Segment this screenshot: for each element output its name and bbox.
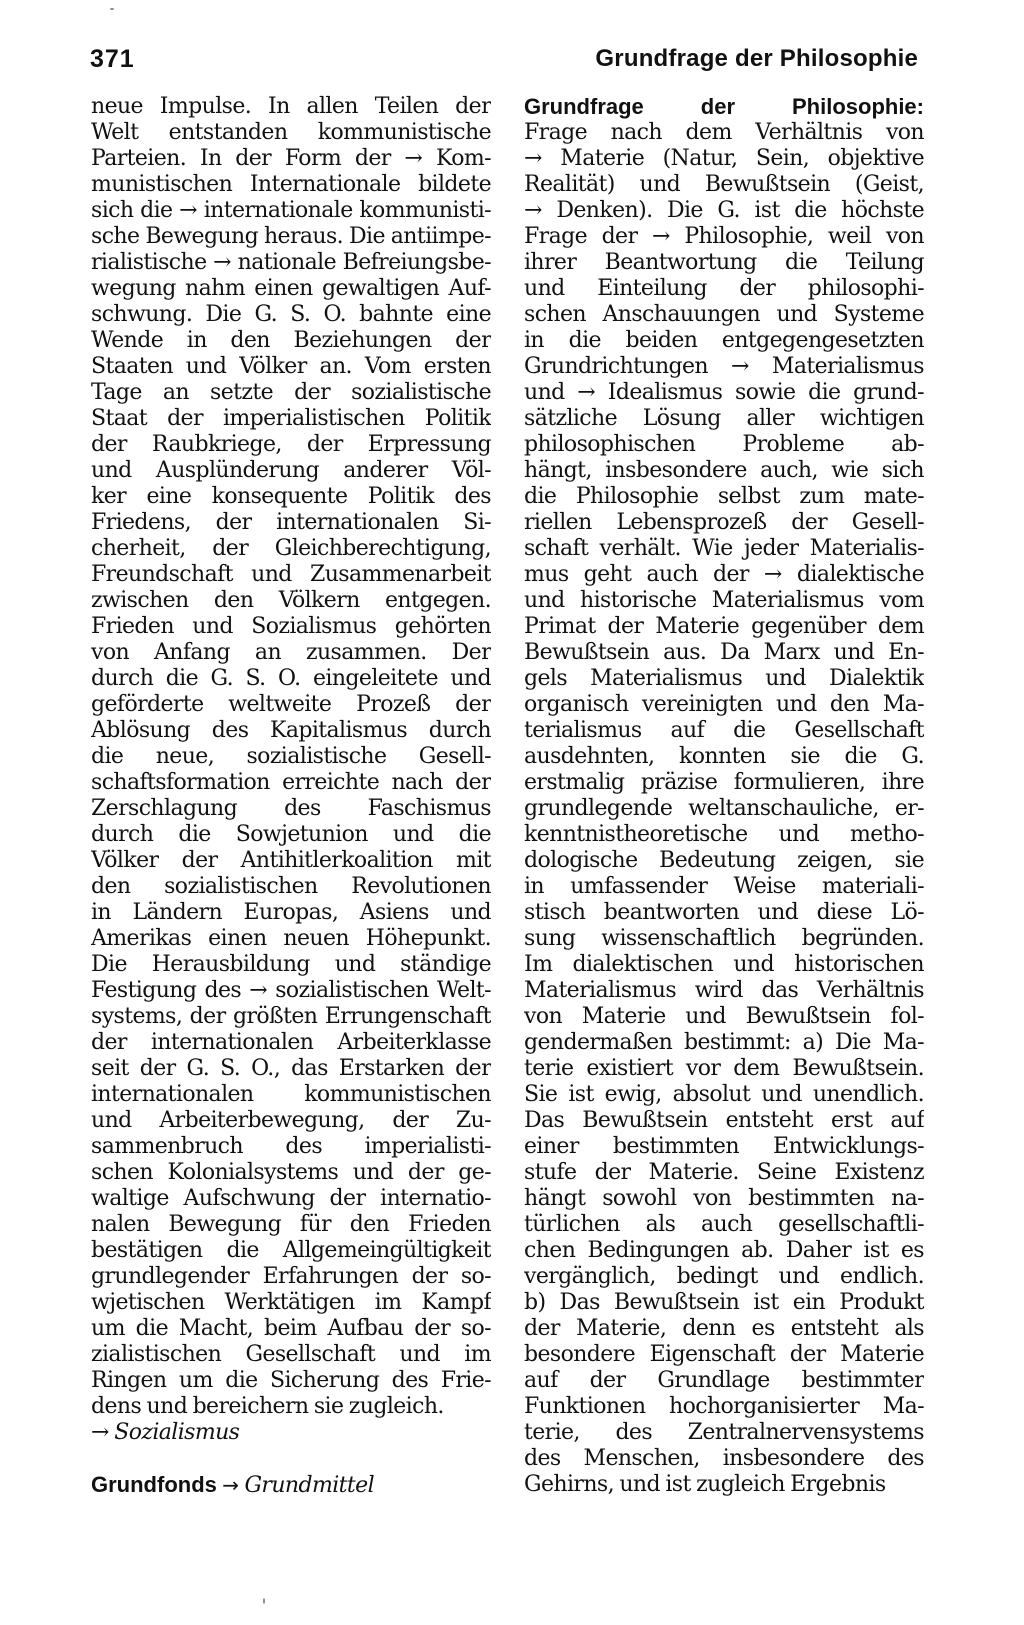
headword-grundfrage: Grundfrage der Philosophie: bbox=[524, 94, 924, 119]
text-line: Völker der Antihitlerkoalition mit bbox=[91, 848, 491, 873]
text-line: cherheit, der Gleichberechtigung, bbox=[91, 536, 491, 561]
spacer bbox=[91, 1446, 491, 1472]
cross-reference-sozialismus[interactable]: → Sozialismus bbox=[91, 1420, 240, 1445]
text-line: Frage nach dem Verhältnis von bbox=[524, 120, 924, 145]
text-line: internationalen kommunistischen bbox=[91, 1082, 491, 1107]
text-line: gels Materialismus und Dialektik bbox=[524, 666, 924, 691]
text-line: grundlegender Erfahrungen der so- bbox=[91, 1264, 491, 1289]
text-line: Primat der Materie gegenüber dem bbox=[524, 614, 924, 639]
text-line: die neue, sozialistische Gesell- bbox=[91, 744, 491, 769]
text-line: Materialismus wird das Verhältnis bbox=[524, 978, 924, 1003]
text-line: erstmalig präzise formulieren, ihre bbox=[524, 770, 924, 795]
text-line: Im dialektischen und historischen bbox=[524, 952, 924, 977]
text-line: schwung. Die G. S. O. bahnte eine bbox=[91, 302, 491, 327]
text-line: sich die → internationale kommunisti- bbox=[91, 198, 491, 223]
text-line: Friedens, der internationalen Si- bbox=[91, 510, 491, 535]
text-line: Gehirns, und ist zugleich Ergebnis bbox=[524, 1472, 886, 1497]
text-line: zwischen den Völkern entgegen. bbox=[91, 588, 491, 613]
text-line: der Materie, denn es entsteht als bbox=[524, 1316, 924, 1341]
text-line: Festigung des → sozialistischen Welt- bbox=[91, 978, 491, 1003]
text-line: philosophischen Probleme ab- bbox=[524, 432, 924, 457]
text-line: gendermaßen bestimmt: a) Die Ma- bbox=[524, 1030, 924, 1055]
text-line: schaftsformation erreichte nach der bbox=[91, 770, 491, 795]
text-line: mus geht auch der → dialektische bbox=[524, 562, 924, 587]
text-line: Staaten und Völker an. Vom ersten bbox=[91, 354, 491, 379]
text-line: kenntnistheoretische und metho- bbox=[524, 822, 924, 847]
text-line: Die Herausbildung und ständige bbox=[91, 952, 491, 977]
text-line: Zerschlagung des Faschismus bbox=[91, 796, 491, 821]
text-line: Tage an setzte der sozialistische bbox=[91, 380, 491, 405]
text-line: nalen Bewegung für den Frieden bbox=[91, 1212, 491, 1237]
entry-grundfonds bbox=[91, 1472, 491, 1498]
text-line: dens und bereichern sie zugleich. bbox=[91, 1394, 444, 1419]
arrow-icon: → bbox=[222, 1473, 240, 1497]
text-line: der internationalen Arbeiterklasse bbox=[91, 1030, 491, 1055]
text-line: sung wissenschaftlich begründen. bbox=[524, 926, 924, 951]
text-line: ihrer Beantwortung die Teilung bbox=[524, 250, 924, 275]
text-line: des Menschen, insbesondere des bbox=[524, 1446, 924, 1471]
text-line: Bewußtsein aus. Da Marx und En- bbox=[524, 640, 924, 665]
text-line: terialismus auf die Gesellschaft bbox=[524, 718, 924, 743]
text-line: von Anfang an zusammen. Der bbox=[91, 640, 491, 665]
running-head: Grundfrage der Philosophie bbox=[595, 45, 918, 72]
text-line: hängt sowohl von bestimmten na- bbox=[524, 1186, 924, 1211]
text-line: Das Bewußtsein entsteht erst auf bbox=[524, 1108, 924, 1133]
text-line: auf der Grundlage bestimmter bbox=[524, 1368, 924, 1393]
text-line: Funktionen hochorganisierter Ma- bbox=[524, 1394, 924, 1419]
text-line: → Denken). Die G. ist die höchste bbox=[524, 198, 924, 223]
text-line: einer bestimmten Entwicklungs- bbox=[524, 1134, 924, 1159]
text-line: riellen Lebensprozeß der Gesell- bbox=[524, 510, 924, 535]
text-line: Wende in den Beziehungen der bbox=[91, 328, 491, 353]
text-line: und Einteilung der philosophi- bbox=[524, 276, 924, 301]
text-line: Grundrichtungen → Materialismus bbox=[524, 354, 924, 379]
text-line: Frage der → Philosophie, weil von bbox=[524, 224, 924, 249]
text-line: in Ländern Europas, Asiens und bbox=[91, 900, 491, 925]
text-line: von Materie und Bewußtsein fol- bbox=[524, 1004, 924, 1029]
text-line: Frieden und Sozialismus gehörten bbox=[91, 614, 491, 639]
text-line: ausdehnten, konnten sie die G. bbox=[524, 744, 924, 769]
text-line: die Philosophie selbst zum mate- bbox=[524, 484, 924, 509]
scan-speck bbox=[110, 8, 114, 10]
text-line: geförderte weltweite Prozeß der bbox=[91, 692, 491, 717]
text-line: in umfassender Weise materiali- bbox=[524, 874, 924, 899]
text-line: Realität) und Bewußtsein (Geist, bbox=[524, 172, 924, 197]
text-line: → Materie (Natur, Sein, objektive bbox=[524, 146, 924, 171]
text-line: dologische Bedeutung zeigen, sie bbox=[524, 848, 924, 873]
text-line: sammenbruch des imperialisti- bbox=[91, 1134, 491, 1159]
text-line: um die Macht, beim Aufbau der so- bbox=[91, 1316, 491, 1341]
text-line: der Raubkriege, der Erpressung bbox=[91, 432, 491, 457]
headword-grundfonds: Grundfonds bbox=[91, 1472, 217, 1497]
text-line: Parteien. In der Form der → Kom- bbox=[91, 146, 491, 171]
text-line: Freundschaft und Zusammenarbeit bbox=[91, 562, 491, 587]
right-column bbox=[524, 94, 924, 1498]
text-line: türlichen als auch gesellschaftli- bbox=[524, 1212, 924, 1237]
text-line: Ablösung des Kapitalismus durch bbox=[91, 718, 491, 743]
text-line: ker eine konsequente Politik des bbox=[91, 484, 491, 509]
text-line: hängt, insbesondere auch, wie sich bbox=[524, 458, 924, 483]
text-line: terie, des Zentralnervensystems bbox=[524, 1420, 924, 1445]
cross-reference-grundmittel[interactable]: Grundmittel bbox=[244, 1473, 374, 1498]
text-line: bestätigen die Allgemeingültigkeit bbox=[91, 1238, 491, 1263]
text-line: wjetischen Werktätigen im Kampf bbox=[91, 1290, 491, 1315]
text-line: Welt entstanden kommunistische bbox=[91, 120, 491, 145]
text-line: stisch beantworten und diese Lö- bbox=[524, 900, 924, 925]
text-line: systems, der größten Errungenschaft bbox=[91, 1004, 491, 1029]
text-line: terie existiert vor dem Bewußtsein. bbox=[524, 1056, 924, 1081]
text-line: organisch vereinigten und den Ma- bbox=[524, 692, 924, 717]
text-line: und historische Materialismus vom bbox=[524, 588, 924, 613]
text-line: seit der G. S. O., das Erstarken der bbox=[91, 1056, 491, 1081]
scan-speck bbox=[263, 1598, 265, 1604]
text-line: b) Das Bewußtsein ist ein Produkt bbox=[524, 1290, 924, 1315]
text-line: vergänglich, bedingt und endlich. bbox=[524, 1264, 924, 1289]
text-line: Amerikas einen neuen Höhepunkt. bbox=[91, 926, 491, 951]
text-line: Ringen um die Sicherung des Frie- bbox=[91, 1368, 491, 1393]
text-line: chen Bedingungen ab. Daher ist es bbox=[524, 1238, 924, 1263]
text-line: den sozialistischen Revolutionen bbox=[91, 874, 491, 899]
text-line: stufe der Materie. Seine Existenz bbox=[524, 1160, 924, 1185]
text-line: und → Idealismus sowie die grund- bbox=[524, 380, 924, 405]
text-line: zialistischen Gesellschaft und im bbox=[91, 1342, 491, 1367]
text-line: rialistische → nationale Befreiungsbe- bbox=[91, 250, 491, 275]
text-line: Staat der imperialistischen Politik bbox=[91, 406, 491, 431]
text-line: durch die G. S. O. eingeleitete und bbox=[91, 666, 491, 691]
text-line: waltige Aufschwung der internatio- bbox=[91, 1186, 491, 1211]
text-line: in die beiden entgegengesetzten bbox=[524, 328, 924, 353]
left-column bbox=[91, 94, 491, 1498]
text-line: wegung nahm einen gewaltigen Auf- bbox=[91, 276, 491, 301]
text-line: durch die Sowjetunion und die bbox=[91, 822, 491, 847]
text-line: schen Anschauungen und Systeme bbox=[524, 302, 924, 327]
page-number: 371 bbox=[90, 45, 135, 73]
text-line: sätzliche Lösung aller wichtigen bbox=[524, 406, 924, 431]
text-line: und Ausplünderung anderer Völ- bbox=[91, 458, 491, 483]
text-line: schaft verhält. Wie jeder Materialis- bbox=[524, 536, 924, 561]
text-line: grundlegende weltanschauliche, er- bbox=[524, 796, 924, 821]
text-line: und Arbeiterbewegung, der Zu- bbox=[91, 1108, 491, 1133]
text-line: schen Kolonialsystems und der ge- bbox=[91, 1160, 491, 1185]
text-line: munistischen Internationale bildete bbox=[91, 172, 491, 197]
text-line: neue Impulse. In allen Teilen der bbox=[91, 94, 491, 119]
text-line: besondere Eigenschaft der Materie bbox=[524, 1342, 924, 1367]
text-line: sche Bewegung heraus. Die antiimpe- bbox=[91, 224, 491, 249]
text-line: Sie ist ewig, absolut und unendlich. bbox=[524, 1082, 924, 1107]
